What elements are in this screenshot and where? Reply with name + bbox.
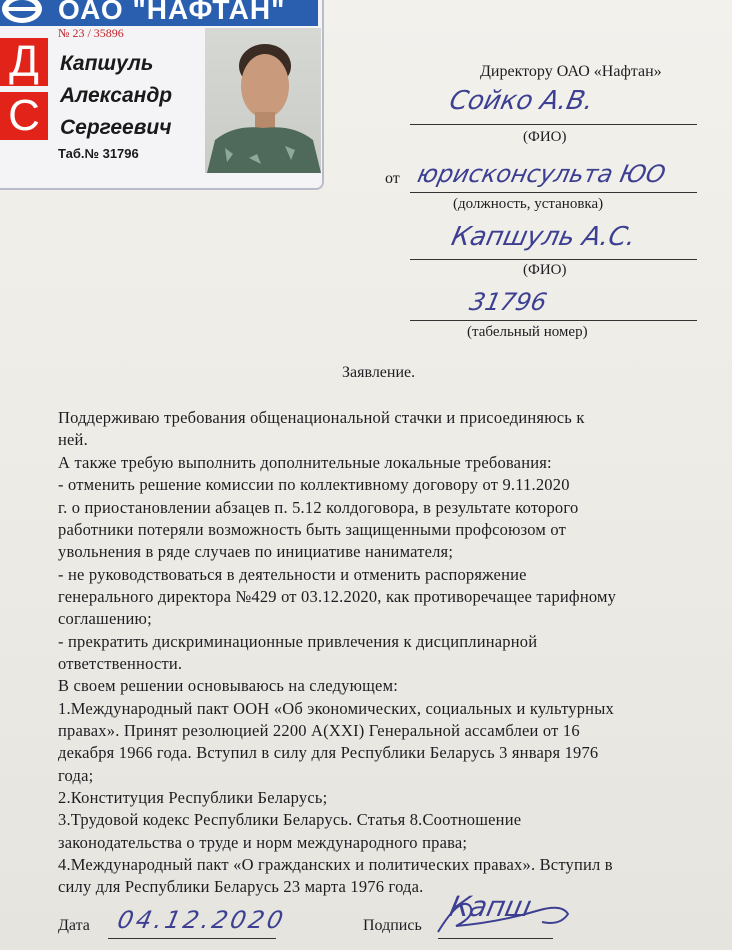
body-line: 4.Международный пакт «О гражданских и политических правах». Вступил в <box>58 855 613 874</box>
signature-handwritten: Капш <box>446 890 535 923</box>
body-line: 3.Трудовой кодекс Республики Беларусь. Статья 8.Соотношение <box>58 810 522 829</box>
body-line: увольнения в ряде случаев по инициативе нанимателя; <box>58 542 454 561</box>
director-name-handwritten: Сойко А.В. <box>446 86 597 116</box>
badge-patronymic: Сергеевич <box>60 116 172 139</box>
date-handwritten: 04.12.2020 <box>115 906 289 934</box>
signature-line <box>438 938 553 939</box>
badge-surname: Капшуль <box>60 52 154 75</box>
body-line: декабря 1966 года. Вступил в силу для Республики Беларусь 3 января 1976 <box>58 743 599 762</box>
tab-number-line <box>410 320 697 321</box>
body-line: правах». Принят резолюцией 2200 A(XXI) Генеральной ассамблеи от 16 <box>58 721 580 740</box>
tab-number-handwritten: 31796 <box>467 288 550 316</box>
body-line: генерального директора №429 от 03.12.2020, как противоречащее тарифному <box>58 587 617 606</box>
body-line: В своем решении основываюсь на следующем: <box>58 676 398 695</box>
badge-letter-s: С <box>0 92 48 140</box>
date-line <box>108 938 276 939</box>
addressee: Директору ОАО «Нафтан» <box>480 63 662 80</box>
body-line: ответственности. <box>58 654 183 673</box>
position-line <box>410 192 697 193</box>
id-badge <box>0 0 324 190</box>
body-line: Поддерживаю требования общенациональной стачки и присоединяюсь к <box>58 408 585 427</box>
signature-flourish-icon <box>430 892 580 944</box>
body-line: - прекратить дискриминационные привлечения к дисциплинарной <box>58 632 538 651</box>
position-handwritten: юрисконсульта ЮО <box>415 160 669 188</box>
body-line: 2.Конституция Республики Беларусь; <box>58 788 328 807</box>
badge-letter-d: Д <box>0 38 48 86</box>
applicant-name-line <box>410 259 697 260</box>
tab-number-caption: (табельный номер) <box>467 324 588 340</box>
fio-caption-2: (ФИО) <box>523 262 567 278</box>
body-line: ней. <box>58 430 88 449</box>
badge-first-name: Александр <box>60 84 173 107</box>
badge-photo <box>205 28 321 173</box>
position-caption: (должность, установка) <box>453 196 604 212</box>
body-line: г. о приостановлении абзацев п. 5.12 колдоговора, в результате которого <box>58 498 579 517</box>
badge-number: № 23 / 35896 <box>58 26 124 40</box>
badge-company-name: ОАО "НАФТАН" <box>58 0 286 25</box>
body-line: - отменить решение комиссии по коллективному договору от 9.11.2020 <box>58 475 570 494</box>
body-line: года; <box>58 766 94 785</box>
body-line: работники потеряли возможность быть защищенными профсоюзом от <box>58 520 567 539</box>
body-line: А также требую выполнить дополнительные локальные требования: <box>58 453 552 472</box>
fio-caption-1: (ФИО) <box>523 129 567 145</box>
badge-tab-number: Таб.№ 31796 <box>58 146 139 161</box>
body-line: - не руководствоваться в деятельности и отменить распоряжение <box>58 565 527 584</box>
signature-label: Подпись <box>363 917 422 934</box>
document-title: Заявление. <box>342 364 416 381</box>
person-photo-icon <box>205 28 321 173</box>
date-label: Дата <box>58 917 90 934</box>
company-logo-icon <box>0 0 48 26</box>
body-line: соглашению; <box>58 609 152 628</box>
applicant-name-handwritten: Капшуль А.С. <box>448 222 639 252</box>
from-label: от <box>385 170 400 187</box>
body-line: 1.Международный пакт ООН «Об экономических, социальных и культурных <box>58 699 614 718</box>
body-line: законодательства о труде и норм международного права; <box>58 833 468 852</box>
body-line: силу для Республики Беларусь 23 марта 1976 года. <box>58 877 424 896</box>
director-name-line <box>410 124 697 125</box>
